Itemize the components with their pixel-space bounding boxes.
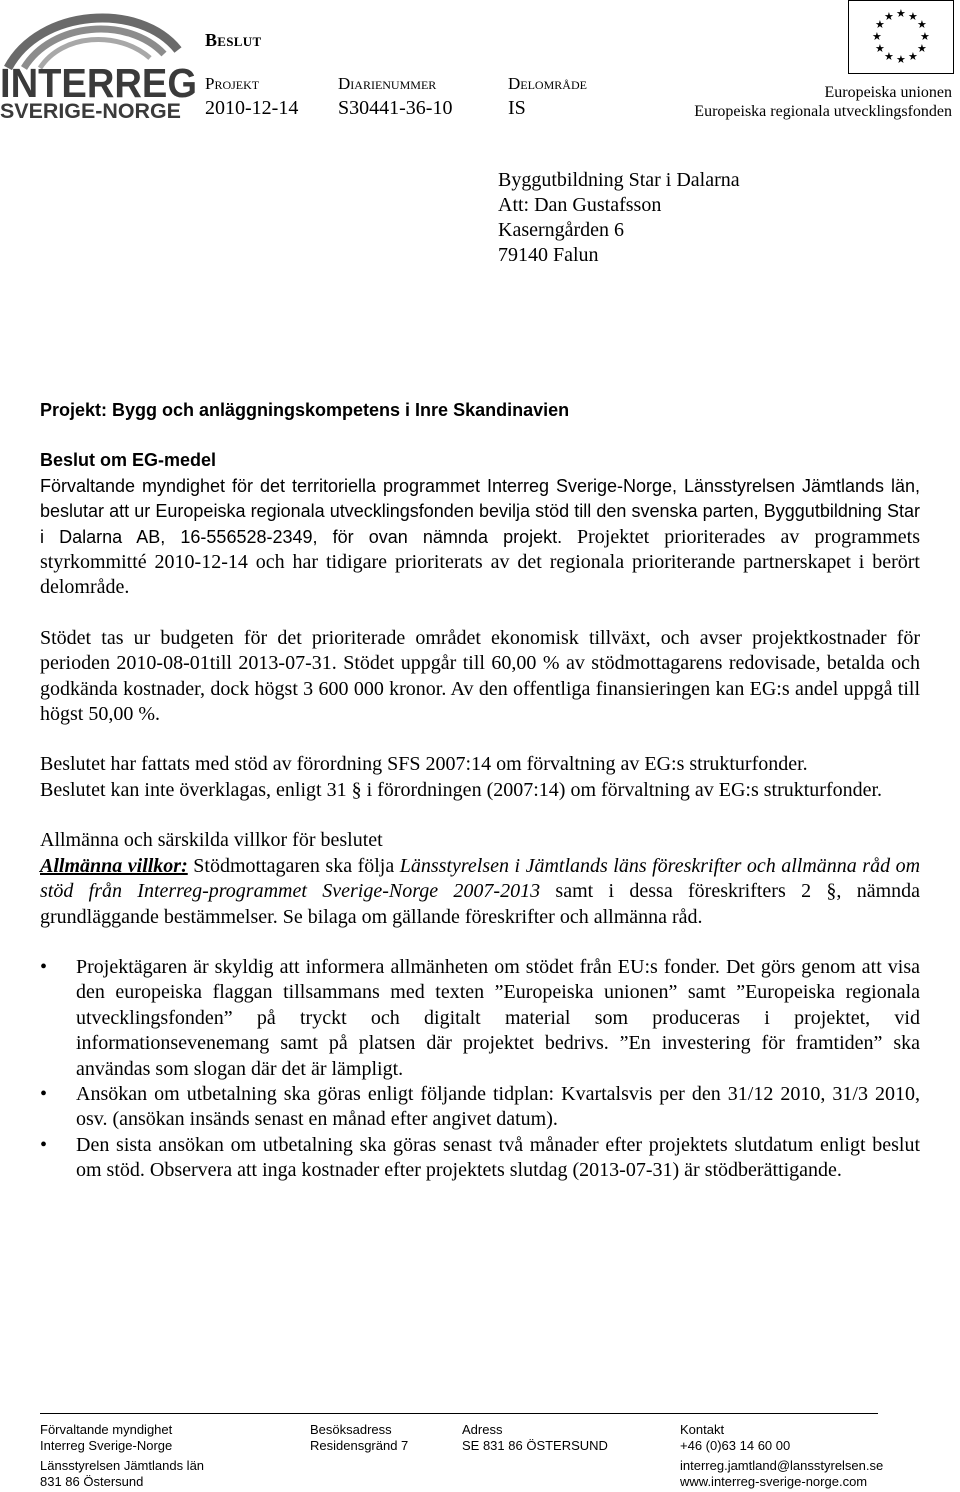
footer-authority-city: 831 86 Östersund: [40, 1474, 144, 1489]
footer-authority-name: Interreg Sverige-Norge: [40, 1438, 173, 1453]
recipient-address: [498, 168, 740, 268]
priority-text: Projektet prioriterades av programmets styrkommitté 2010-12-14 och har tidigare prioriterats av det regionala prioriterande partnerskapet i berört delområde.: [40, 525, 921, 599]
project-date: 2010-12-14: [205, 97, 299, 119]
list-item: • Projektägaren är skyldig att informera allmänheten om stödet från EU:s fonder. Det görs genom att visa den europeiska flaggan tillsammans med texten ”Europeiska unionen” samt ”Europeiska regionala utvecklingsfonden” på tryckt och digitalt material som produceras i projektet, vid informationsevenemang samt på platsen där projektet bedrivs. ”En investering för framtiden” ska användas som slogan där det är lämpligt.: [40, 955, 920, 1080]
footer-phone: +46 (0)63 14 60 00: [680, 1438, 791, 1453]
footer-postal-address: SE 831 86 ÖSTERSUND: [462, 1438, 608, 1453]
diarie-label: Diarienummer: [338, 74, 437, 93]
general-conditions-label: Allmänna villkor:: [40, 854, 188, 877]
bullet-icon: •: [40, 1082, 48, 1105]
general-text-1: Stödmottagaren ska följa: [193, 854, 395, 877]
bullet-icon: •: [40, 955, 48, 978]
footer-visit-address: Residensgränd 7: [310, 1438, 409, 1453]
eu-fund-text: Europeiska regionala utvecklingsfonden: [694, 103, 952, 120]
document-type: Beslut: [205, 30, 262, 50]
decision-heading: Beslut om EG-medel: [40, 450, 217, 471]
address-line: Byggutbildning Star i Dalarna: [498, 169, 740, 191]
letter-body: [40, 398, 920, 1184]
list-item: • Den sista ansökan om utbetalning ska göras senast två månader efter projektets slutdatum enligt beslut om stöd. Observera att inga kostnader efter projektets slutdag (2013-07-31) är stödberättigande.: [40, 1133, 920, 1182]
support-paragraph: Stödet tas ur budgeten för det prioriterade området ekonomisk tillväxt, och avser projektkostnader för perioden 2010-08-01till 2013-07-31. Stödet uppgår till 60,00 % av stödmottagarens redovisade, betalda och godkända kostnader, dock högst 3 600 000 kronor. Av den offentliga finansieringen kan EG:s andel uppgå till högst 50,00 %.: [40, 626, 920, 726]
footer-website-link[interactable]: www.interreg-sverige-norge.com: [680, 1474, 868, 1489]
project-label: Projekt: [205, 74, 260, 93]
logo-wordmark: INTERREG: [0, 60, 198, 106]
diarie-number: S30441-36-10: [338, 97, 453, 119]
footer-authority-org: Länsstyrelsen Jämtlands län: [40, 1458, 205, 1473]
conditions-heading: Allmänna och särskilda villkor för beslutet: [40, 829, 383, 852]
address-line: 79140 Falun: [498, 244, 599, 266]
address-line: Kaserngården 6: [498, 219, 625, 241]
general-text-2: samt i dessa föreskrifters 2 §, nämnda grundläggande bestämmelser. Se bilaga om gällande föreskrifter och allmänna råd.: [40, 880, 921, 928]
legal-paragraph-1: Beslutet har fattats med stöd av förordning SFS 2007:14 om förvaltning av EG:s strukturfonder.: [40, 753, 808, 776]
delomrade-value: IS: [508, 97, 526, 119]
decision-text: Förvaltande myndighet för det territoriella programmet Interreg Sverige-Norge, Länsstyrelsen Jämtlands län, beslutar att ur Europeiska regionala utvecklingsfonden bevilja stöd till den svenska parten, Byggutbildning Star i Dalarna AB, 16-556528-2349, för ovan nämnda projekt.: [40, 475, 920, 547]
address-line: Att: Dan Gustafsson: [498, 194, 662, 216]
logo-subtitle: SVERIGE-NORGE: [0, 100, 181, 123]
project-heading: Projekt: Bygg och anläggningskompetens i Inre Skandinavien: [40, 400, 570, 420]
delomrade-label: Delområde: [508, 74, 587, 93]
footer-contact-label: Kontakt: [680, 1422, 725, 1437]
footer-authority-label: Förvaltande myndighet: [40, 1422, 173, 1437]
eu-flag-icon: ★ ★ ★ ★ ★ ★ ★ ★ ★ ★ ★ ★: [848, 0, 954, 74]
conditions-list: [40, 955, 920, 1184]
footer-visit-label: Besöksadress: [310, 1422, 392, 1437]
decision-paragraph: [40, 474, 920, 601]
regulations-title: Länsstyrelsen i Jämtlands läns föreskrifter och allmänna råd om stöd från Interreg-programmet Sverige-Norge 2007-2013: [40, 854, 921, 903]
footer-divider: [40, 1413, 878, 1414]
footer-email-link[interactable]: interreg.jamtland@lansstyrelsen.se: [680, 1458, 884, 1473]
legal-paragraph-2: Beslutet kan inte överklagas, enligt 31 § i förordningen (2007:14) om förvaltning av EG:s strukturfonder.: [40, 778, 883, 801]
footer-address-label: Adress: [462, 1422, 503, 1437]
list-item: • Ansökan om utbetalning ska göras enligt följande tidplan: Kvartalsvis per den 31/12 2010, 31/3 2010, osv. (ansökan insänds senast en månad efter angivet datum).: [40, 1082, 920, 1131]
interreg-logo: [0, 10, 198, 123]
eu-union-text: Europeiska unionen: [824, 84, 952, 101]
bullet-icon: •: [40, 1133, 48, 1156]
general-conditions: [40, 854, 920, 930]
